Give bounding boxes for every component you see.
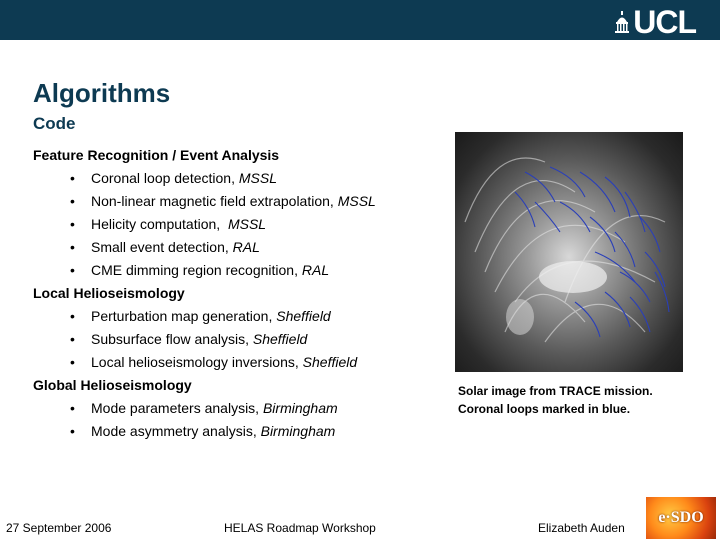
esdo-logo — [646, 497, 716, 539]
caption-line: Solar image from TRACE mission. — [458, 384, 653, 398]
list-item — [33, 168, 453, 191]
item-text: Subsurface flow analysis, — [91, 331, 253, 347]
item-institution: Sheffield — [302, 354, 358, 370]
bullet-icon: • — [70, 239, 75, 255]
item-text: Small event detection, — [91, 239, 233, 255]
item-institution: Sheffield — [276, 308, 331, 324]
ucl-logo — [615, 6, 696, 38]
image-caption — [458, 382, 708, 418]
section-heading: Local Helioseismology — [33, 285, 185, 301]
bullet-icon: • — [70, 308, 75, 324]
item-text: Mode asymmetry analysis, — [91, 423, 261, 439]
bullet-icon: • — [70, 193, 75, 209]
item-institution: MSSL — [337, 193, 376, 209]
list-item — [33, 214, 453, 237]
item-text: Mode parameters analysis, — [91, 400, 263, 416]
list-item — [33, 329, 453, 352]
bullet-icon: • — [70, 216, 75, 232]
item-institution: MSSL — [227, 216, 267, 232]
item-institution: RAL — [301, 262, 330, 278]
list-item — [33, 306, 453, 329]
bullet-icon: • — [70, 400, 75, 416]
list-item — [33, 398, 453, 421]
esdo-logo-text: e·SDO — [658, 509, 704, 526]
item-text: Helicity computation, — [91, 216, 228, 232]
bullet-icon: • — [70, 423, 75, 439]
item-institution: MSSL — [238, 170, 277, 186]
algorithm-list — [33, 145, 453, 444]
ucl-logo-text: UCL — [633, 4, 696, 40]
list-item — [33, 421, 453, 444]
item-text: Local helioseismology inversions, — [91, 354, 303, 370]
slide-subtitle: Code — [33, 114, 76, 133]
list-item — [33, 352, 453, 375]
list-item — [33, 237, 453, 260]
footer-date: 27 September 2006 — [6, 521, 112, 535]
header-bar — [0, 0, 720, 40]
item-institution: Birmingham — [260, 423, 336, 439]
item-institution: RAL — [232, 239, 260, 255]
list-item — [33, 191, 453, 214]
item-text: Coronal loop detection, — [91, 170, 239, 186]
item-text: CME dimming region recognition, — [91, 262, 302, 278]
item-text: Perturbation map generation, — [91, 308, 277, 324]
caption-line: Coronal loops marked in blue. — [458, 402, 631, 416]
footer-author: Elizabeth Auden — [538, 521, 625, 535]
ucl-dome-icon — [615, 11, 629, 33]
section-heading: Global Helioseismology — [33, 377, 192, 393]
item-text: Non-linear magnetic field extrapolation, — [91, 193, 338, 209]
list-item — [33, 260, 453, 283]
item-institution: Birmingham — [262, 400, 338, 416]
solar-image — [455, 132, 683, 372]
item-institution: Sheffield — [252, 331, 308, 347]
section-heading: Feature Recognition / Event Analysis — [33, 147, 280, 163]
bullet-icon: • — [70, 331, 75, 347]
slide-title: Algorithms — [33, 78, 171, 108]
bullet-icon: • — [70, 262, 75, 278]
bullet-icon: • — [70, 354, 75, 370]
footer-event: HELAS Roadmap Workshop — [224, 521, 376, 535]
coronal-loops-overlay — [455, 132, 683, 372]
bullet-icon: • — [70, 170, 75, 186]
